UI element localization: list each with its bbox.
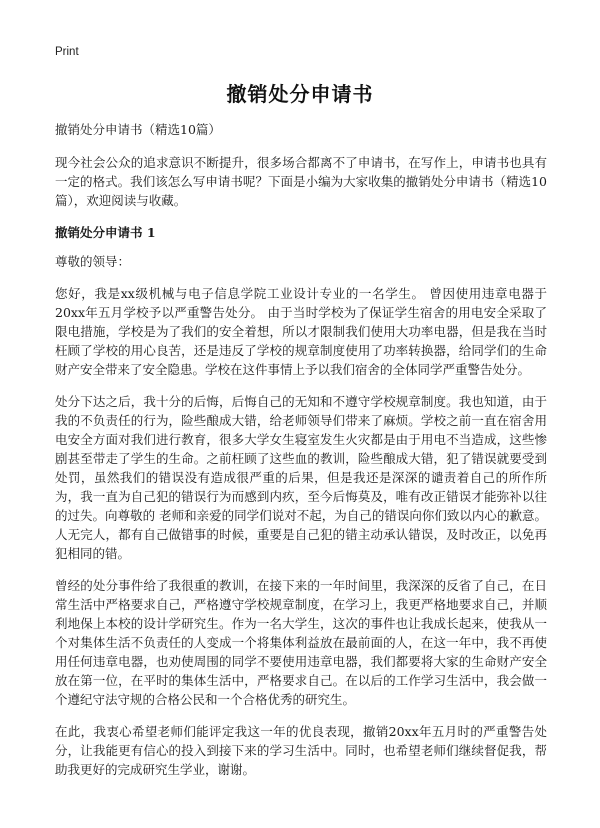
body-paragraph: 曾经的处分事件给了我很重的教训，在接下来的一年时间里，我深深的反省了自己，在日常生活中严格要求自己，严格遵守学校规章制度，在学习上，我更严格地要求自己，并顺利地保上本校的设计学研究生。作为一名大学生，这次的事件也让我成长起来，使我从一个对集体生活不负责任的人变成一个将集体利益放在最前面的人，在这一年中，我不再使用任何违章电器，也劝使周围的同学不要使用违章电器，我们都要将大家的生命财产安全放在第一位，在平时的集体生活中，严格要求自己。在以后的工作学习生活中，我会做一个遵纪守法守规的合格公民和一个合格优秀的研究生。	[55, 578, 547, 707]
intro-paragraph: 现今社会公众的追求意识不断提升，很多场合都离不了申请书，在写作上，申请书也具有一定的格式。我们该怎么写申请书呢？下面是小编为大家收集的撤销处分申请书（精选10篇），欢迎阅读与收藏。	[55, 155, 547, 208]
body-paragraph: 您好，我是xx级机械与电子信息学院工业设计专业的一名学生。 曾因使用违章电器于20xx年五月学校予以严重警告处分。 由于当时学校为了保证学生宿舍的用电安全采取了限电措施，学校是为了我们的安全着想，所以才限制我们使用大功率电器，但是我在当时枉顾了学校的用心良苦，还是违反了学校的规章制度使用了功率转换器，给同学们的生命财产安全带来了安全隐患。学校在这件事情上予以我们宿舍的全体同学严重警告处分。	[55, 286, 547, 377]
salutation: 尊敬的领导：	[55, 254, 131, 269]
body-paragraph: 处分下达之后，我十分的后悔，后悔自己的无知和不遵守学校规章制度。我也知道，由于我的不负责任的行为，险些酿成大错，给老师领导们带来了麻烦。学校之前一直在宿舍用电安全方面对我们进行教育，很多大学女生寝室发生火灾都是由于用电不当造成，这些惨剧甚至带走了学生的生命。之前枉顾了这些血的教训，险些酿成大错，犯了错误就要受到处罚，虽然我们的错误没有造成很严重的后果，但是我还是深深的谴责着自己的所作所为，我一直为自己犯的错误行为而感到内疚，至今后悔莫及，唯有改正错误才能弥补以往的过失。向尊敬的 老师和亲爱的同学们说对不起，为自己的错误向你们致以内心的歉意。人无完人，都有自己做错事的时候，重要是自己犯的错主动承认错误，及时改正，以免再犯相同的错。	[55, 394, 547, 561]
body-paragraph: 在此，我衷心希望老师们能评定我这一年的优良表现，撤销20xx年五月时的严重警告处分，让我能更有信心的投入到接下来的学习生活中。同时，也希望老师们继续督促我，帮助我更好的完成研究生学业，谢谢。	[55, 724, 547, 777]
document-body	[55, 120, 547, 792]
document-subtitle: 撤销处分申请书（精选10篇）	[55, 122, 221, 137]
section-heading: 撤销处分申请书 1	[55, 225, 156, 240]
print-link[interactable]: Print	[55, 46, 79, 58]
page-title: 撤销处分申请书	[226, 82, 374, 106]
